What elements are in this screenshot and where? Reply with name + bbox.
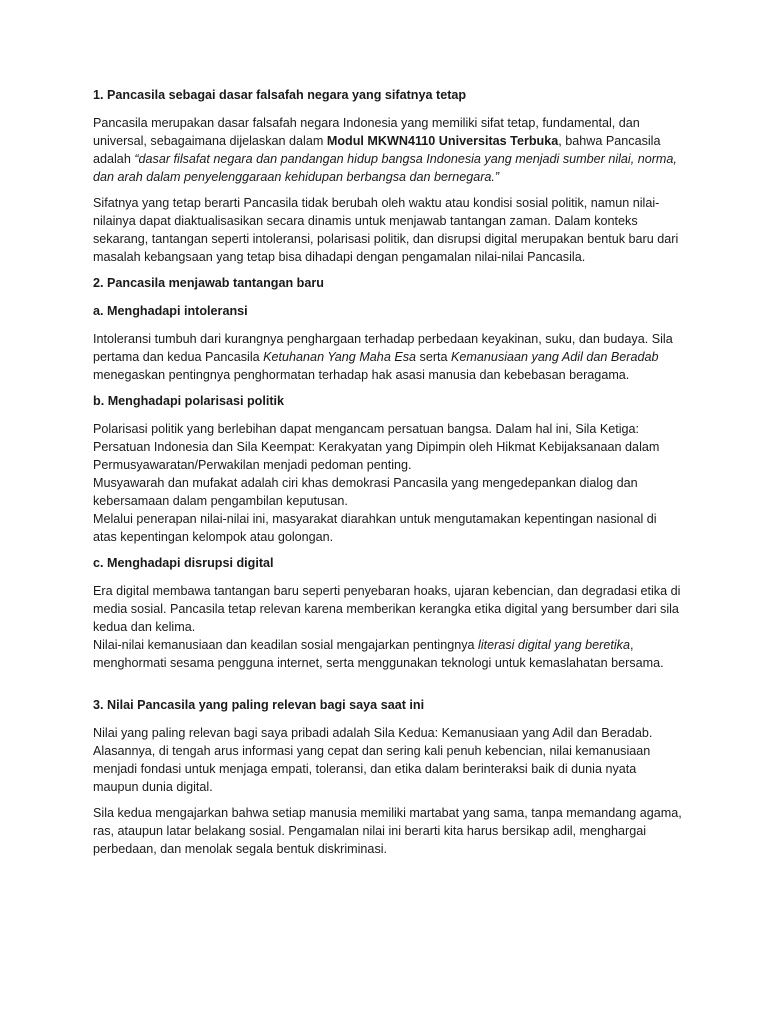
digital-literacy-term: literasi digital yang beretika xyxy=(478,638,630,652)
text-run: Pancasila merupakan dasar falsafah negara Indonesia yang memiliki sifat tetap, fundamental, dan universal, sebagaimana dijelaskan dalam xyxy=(93,116,640,148)
definition-quote: “dasar filsafat negara dan pandangan hidup bangsa Indonesia yang menjadi sumber nilai, norma, dan arah dalam penyelenggaraan kehidupan berbangsa dan bernegara.” xyxy=(93,152,677,184)
text-run: , bahwa Pancasila adalah xyxy=(93,134,661,166)
document-body xyxy=(93,86,683,866)
text-run: , menghormati sesama pengguna internet, serta menggunakan teknologi untuk kemaslahatan bersama. xyxy=(93,638,664,670)
text-run: serta xyxy=(416,350,452,364)
section-2-heading: 2. Pancasila menjawab tantangan baru xyxy=(93,276,324,290)
section-3-paragraph-2: Sila kedua mengajarkan bahwa setiap manusia memiliki martabat yang sama, tanpa memandang agama, ras, ataupun latar belakang sosial. Pengamalan nilai ini berarti kita harus bersikap adil, menghargai perbedaan, dan menolak segala bentuk diskriminasi. xyxy=(93,806,682,856)
text-line: Musyawarah dan mufakat adalah ciri khas demokrasi Pancasila yang mengedepankan dialog dan kebersamaan dalam pengambilan keputusan. xyxy=(93,476,638,508)
subsection-c-heading: c. Menghadapi disrupsi digital xyxy=(93,556,274,570)
subsection-c-paragraph xyxy=(93,582,683,672)
text-line: Polarisasi politik yang berlebihan dapat mengancam persatuan bangsa. Dalam hal ini, Sila Ketiga: Persatuan Indonesia dan Sila Keempat: Kerakyatan yang Dipimpin oleh Hikmat Kebijaksanaan dalam Permusyawaratan/Perwakilan menjadi pedoman penting. xyxy=(93,422,660,472)
sila-2-name: Kemanusiaan yang Adil dan Beradab xyxy=(451,350,659,364)
text-line: Era digital membawa tantangan baru seperti penyebaran hoaks, ujaran kebencian, dan degradasi etika di media sosial. Pancasila tetap relevan karena memberikan kerangka etika digital yang bersumber dari sila kedua dan kelima. xyxy=(93,584,681,634)
section-3-paragraph-1: Nilai yang paling relevan bagi saya pribadi adalah Sila Kedua: Kemanusiaan yang Adil dan Beradab. Alasannya, di tengah arus informasi yang cepat dan sering kali penuh kebencian, nilai kemanusiaan menjadi fondasi untuk menjaga empati, toleransi, dan etika dalam berinteraksi baik di dunia nyata maupun dunia digital. xyxy=(93,726,653,794)
subsection-a-heading: a. Menghadapi intoleransi xyxy=(93,304,248,318)
module-reference: Modul MKWN4110 Universitas Terbuka xyxy=(326,134,559,148)
text-run: Nilai-nilai kemanusiaan dan keadilan sosial mengajarkan pentingnya xyxy=(93,638,479,652)
section-3-heading: 3. Nilai Pancasila yang paling relevan bagi saya saat ini xyxy=(93,698,425,712)
text-run: Intoleransi tumbuh dari kurangnya penghargaan terhadap perbedaan keyakinan, suku, dan budaya. Sila pertama dan kedua Pancasila xyxy=(93,332,673,364)
section-1-heading: 1. Pancasila sebagai dasar falsafah negara yang sifatnya tetap xyxy=(93,88,467,102)
text-run: menegaskan pentingnya penghormatan terhadap hak asasi manusia dan kebebasan beragama. xyxy=(93,368,630,382)
spacer xyxy=(93,680,683,696)
subsection-b-heading: b. Menghadapi polarisasi politik xyxy=(93,394,285,408)
subsection-b-paragraph xyxy=(93,420,683,546)
section-1-paragraph-1 xyxy=(93,114,683,186)
subsection-a-paragraph xyxy=(93,330,683,384)
text-line: Melalui penerapan nilai-nilai ini, masyarakat diarahkan untuk mengutamakan kepentingan nasional di atas kepentingan kelompok atau golongan. xyxy=(93,512,657,544)
section-1-paragraph-2: Sifatnya yang tetap berarti Pancasila tidak berubah oleh waktu atau kondisi sosial politik, namun nilai-nilainya dapat diaktualisasikan secara dinamis untuk menjawab tantangan zaman. Dalam konteks sekarang, tantangan seperti intoleransi, polarisasi politik, dan disrupsi digital merupakan bentuk baru dari masalah kebangsaan yang tetap bisa dihadapi dengan pengamalan nilai-nilai Pancasila. xyxy=(93,196,679,264)
sila-1-name: Ketuhanan Yang Maha Esa xyxy=(263,350,417,364)
